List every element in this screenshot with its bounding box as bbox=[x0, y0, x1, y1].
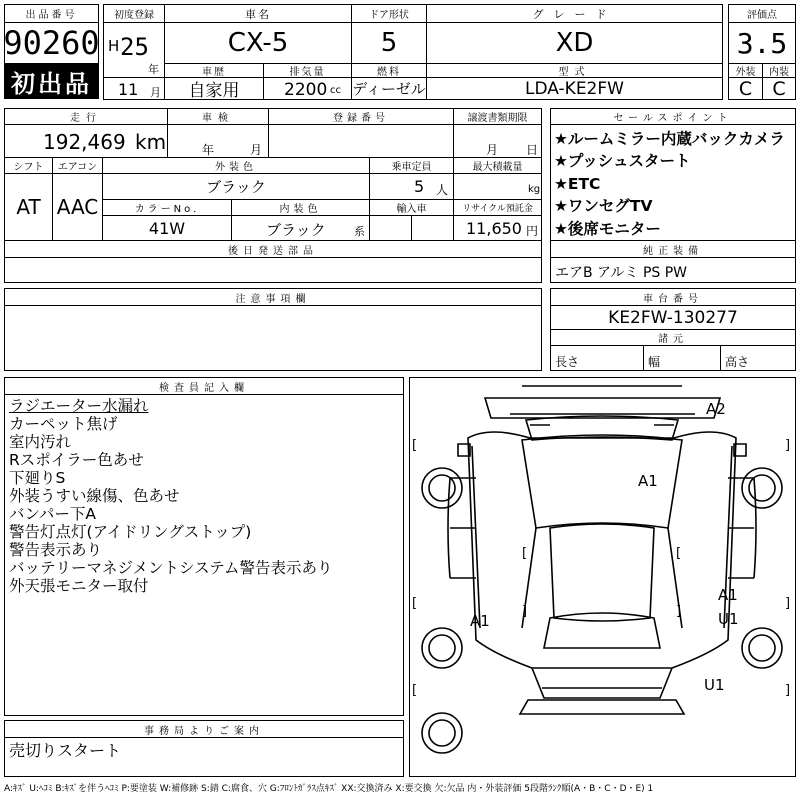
sales-point-item: ★後席モニター bbox=[554, 220, 661, 238]
exterior-score-value: C bbox=[728, 77, 763, 100]
car-outline-diagram bbox=[410, 378, 795, 776]
inspection-year-unit: 年 bbox=[202, 143, 215, 157]
inspector-note: バンパー下A bbox=[9, 505, 97, 523]
standard-equipment-value: エアB アルミ PS PW bbox=[555, 265, 688, 281]
mileage-box bbox=[4, 124, 168, 158]
recycle-deposit-value: 11,650 bbox=[466, 219, 522, 238]
damage-mark: A1 bbox=[638, 472, 658, 490]
door-type-label: ドア形状 bbox=[351, 4, 427, 23]
first-registration-box bbox=[103, 22, 165, 78]
inspector-notes-box bbox=[4, 394, 404, 716]
score-value: 3.5 bbox=[728, 22, 796, 64]
width-label: 幅 bbox=[648, 355, 661, 369]
mileage-label: 走行 bbox=[4, 108, 168, 125]
damage-mark: A1 bbox=[718, 586, 738, 604]
damage-mark: A2 bbox=[706, 400, 726, 418]
notes-label: 注意事項欄 bbox=[4, 288, 542, 306]
office-notice-label: 事務局よりご案内 bbox=[4, 720, 404, 738]
length-box bbox=[550, 345, 644, 371]
standard-equipment-label: 純正装備 bbox=[550, 240, 796, 258]
exterior-color-label: 外装色 bbox=[102, 157, 370, 174]
transfer-deadline-label: 譲渡書類期限 bbox=[453, 108, 542, 125]
damage-diagram bbox=[409, 377, 796, 777]
length-label: 長さ bbox=[555, 355, 580, 369]
interior-score-value: C bbox=[762, 77, 796, 100]
standard-equipment-box bbox=[550, 257, 796, 283]
inspector-note: ラジエーター水漏れ bbox=[9, 397, 149, 415]
later-parts-label: 後日発送部品 bbox=[4, 240, 542, 258]
max-load-box bbox=[453, 173, 542, 200]
interior-color-value: ブラック bbox=[266, 221, 326, 239]
diagram-bracket: ] bbox=[785, 683, 791, 698]
inspector-note: 室内汚れ bbox=[9, 433, 72, 451]
capacity-label: 乗車定員 bbox=[369, 157, 454, 174]
inspection-month-unit: 月 bbox=[250, 143, 263, 157]
inspector-note: カーペット焦げ bbox=[9, 415, 118, 433]
inspection-box bbox=[167, 124, 269, 158]
damage-mark: U1 bbox=[704, 676, 725, 694]
model-code-label: 型式 bbox=[426, 63, 723, 78]
diagram-bracket: ] bbox=[676, 604, 682, 619]
diagram-bracket: [ bbox=[412, 438, 418, 453]
damage-mark: U1 bbox=[718, 610, 739, 628]
sales-point-item: ★プッシュスタート bbox=[554, 152, 691, 170]
displacement-label: 排気量 bbox=[263, 63, 352, 78]
shift-value: AT bbox=[4, 173, 53, 241]
first-listing-badge: 初出品 bbox=[4, 64, 99, 99]
office-notice-box bbox=[4, 737, 404, 777]
reg-month: 11 bbox=[118, 80, 139, 99]
sales-point-item: ★ワンセグTV bbox=[554, 197, 653, 215]
grade-label: グレード bbox=[426, 4, 723, 23]
history-label: 車歴 bbox=[164, 63, 264, 78]
fuel-value: ディーゼル bbox=[351, 77, 427, 100]
diagram-bracket: [ bbox=[522, 546, 528, 561]
exterior-color-value: ブラック bbox=[102, 173, 370, 200]
imported-car-box-2 bbox=[411, 215, 454, 241]
diagram-bracket: [ bbox=[412, 683, 418, 698]
capacity-box bbox=[369, 173, 454, 200]
capacity-unit: 人 bbox=[436, 183, 449, 197]
displacement-box bbox=[263, 77, 352, 100]
reg-year-unit: 年 bbox=[148, 63, 159, 76]
displacement-unit: cc bbox=[330, 85, 341, 96]
inspector-note: 警告灯点灯(アイドリングストップ) bbox=[9, 523, 252, 541]
grade-value: XD bbox=[426, 22, 723, 64]
recycle-deposit-box bbox=[453, 215, 542, 241]
reg-month-unit: 月 bbox=[150, 86, 161, 99]
width-box bbox=[643, 345, 721, 371]
model-code-value: LDA-KE2FW bbox=[426, 77, 723, 100]
notes-box bbox=[4, 305, 542, 371]
inspector-note: 下廻りS bbox=[9, 469, 66, 487]
first-registration-label: 初度登録 bbox=[103, 4, 165, 23]
recycle-deposit-label: リサイクル預託金 bbox=[453, 199, 542, 216]
height-box bbox=[720, 345, 796, 371]
damage-mark: A1 bbox=[470, 612, 490, 630]
later-parts-box bbox=[4, 257, 542, 283]
diagram-bracket: [ bbox=[412, 596, 418, 611]
interior-score-label: 内装 bbox=[762, 63, 796, 78]
car-name: CX-5 bbox=[164, 22, 352, 64]
transfer-deadline-box bbox=[453, 124, 542, 158]
reg-year: 25 bbox=[120, 33, 149, 61]
sales-point-item: ★ETC bbox=[554, 175, 601, 193]
capacity-value: 5 bbox=[414, 177, 425, 196]
inspector-notes-label: 検査員記入欄 bbox=[4, 377, 404, 395]
transfer-month-unit: 月 bbox=[486, 143, 499, 157]
aircon-value: AAC bbox=[52, 173, 103, 241]
imported-car-label: 輸入車 bbox=[369, 199, 454, 216]
mileage-unit: km bbox=[135, 130, 167, 154]
damage-code-legend: A:ｷｽﾞ U:ﾍｺﾐ B:ｷｽﾞを伴うﾍｺﾐ P:要塗装 W:補修跡 S:錆 C:腐食、穴 G:ﾌﾛﾝﾄｶﾞﾗｽ点ｷｽﾞ XX:交換済み X:要交換 欠:欠品 内・外装評価 5段階ﾗﾝｸ順(A・B・C・D・E) 1 bbox=[4, 784, 654, 794]
chassis-number-value: KE2FW-130277 bbox=[550, 305, 796, 330]
interior-color-box bbox=[231, 215, 370, 241]
specs-label: 諸元 bbox=[550, 329, 796, 346]
inspector-note: バッテリーマネジメントシステム警告表示あり bbox=[9, 559, 333, 577]
fuel-label: 燃料 bbox=[351, 63, 427, 78]
max-load-unit: kg bbox=[528, 184, 541, 195]
imported-car-box-1 bbox=[369, 215, 412, 241]
first-registration-month-box bbox=[103, 77, 165, 100]
displacement-value: 2200 bbox=[284, 80, 328, 100]
shift-label: シフト bbox=[4, 157, 53, 174]
inspector-note: 外天張モニター取付 bbox=[9, 577, 149, 595]
color-number-label: カラーNo. bbox=[102, 199, 232, 216]
inspector-note: 警告表示あり bbox=[9, 541, 103, 559]
mileage-value: 192,469 bbox=[43, 130, 126, 154]
max-load-label: 最大積載量 bbox=[453, 157, 542, 174]
diagram-bracket: ] bbox=[522, 604, 528, 619]
history-value: 自家用 bbox=[164, 77, 264, 100]
inspection-label: 車検 bbox=[167, 108, 269, 125]
interior-color-suffix: 系 bbox=[354, 225, 365, 238]
inspector-note: 外装うすい線傷、色あせ bbox=[9, 487, 180, 505]
plate-box bbox=[268, 124, 454, 158]
exterior-score-label: 外装 bbox=[728, 63, 763, 78]
car-name-label: 車名 bbox=[164, 4, 352, 23]
score-label: 評価点 bbox=[728, 4, 796, 23]
lot-number-label: 出品番号 bbox=[4, 4, 99, 23]
office-notice-value: 売切りスタート bbox=[9, 741, 122, 760]
sales-points-box bbox=[550, 124, 796, 241]
lot-number: 90260 bbox=[3, 24, 100, 62]
chassis-number-label: 車台番号 bbox=[550, 288, 796, 306]
door-type-value: 5 bbox=[351, 22, 427, 64]
diagram-bracket: ] bbox=[785, 596, 791, 611]
diagram-bracket: [ bbox=[676, 546, 682, 561]
color-number-value: 41W bbox=[102, 215, 232, 241]
recycle-deposit-unit: 円 bbox=[526, 224, 539, 238]
aircon-label: エアコン bbox=[52, 157, 103, 174]
diagram-bracket: ] bbox=[785, 438, 791, 453]
interior-color-label: 内装色 bbox=[231, 199, 370, 216]
inspector-note: Rスポイラー色あせ bbox=[9, 451, 144, 469]
height-label: 高さ bbox=[725, 355, 750, 369]
sales-point-item: ★ルームミラー内蔵バックカメラ bbox=[554, 130, 785, 148]
sales-points-label: セールスポイント bbox=[550, 108, 796, 125]
transfer-day-unit: 日 bbox=[526, 143, 539, 157]
plate-label: 登録番号 bbox=[268, 108, 454, 125]
reg-era: H bbox=[108, 37, 120, 55]
